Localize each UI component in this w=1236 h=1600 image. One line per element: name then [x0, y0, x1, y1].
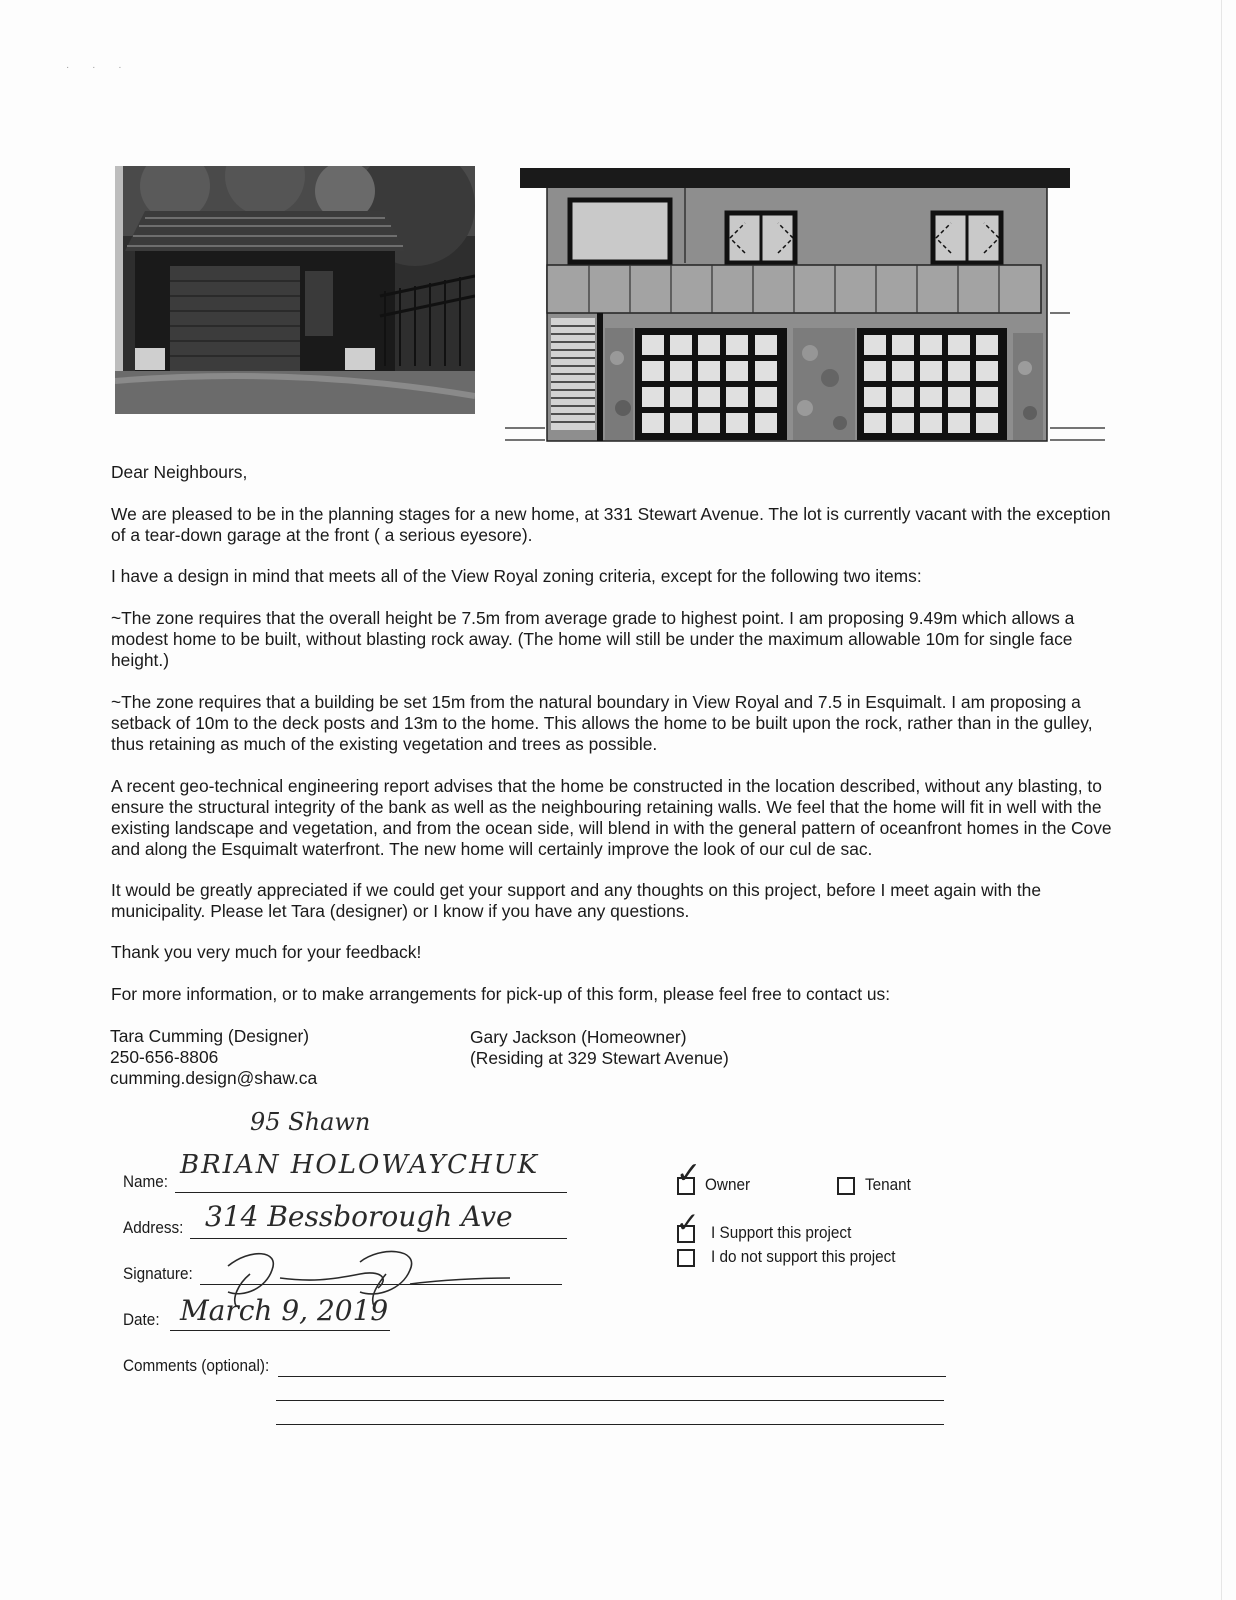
- not-support-label: I do not support this project: [711, 1247, 896, 1266]
- address-label: Address:: [123, 1218, 184, 1237]
- owner-checkmark-icon: ✓: [676, 1156, 702, 1191]
- comments-line-2[interactable]: [276, 1400, 944, 1401]
- date-field[interactable]: March 9, 2019: [180, 1294, 389, 1327]
- proposed-home-elevation: [505, 168, 1125, 458]
- comments-line-1[interactable]: [278, 1376, 946, 1377]
- paragraph-contact: For more information, or to make arrangements for pick-up of this form, please feel free to contact us:: [111, 984, 891, 1004]
- name-line: [175, 1192, 567, 1193]
- comments-line-3[interactable]: [276, 1424, 944, 1425]
- support-label: I Support this project: [711, 1223, 852, 1242]
- greeting: Dear Neighbours,: [111, 462, 248, 482]
- homeowner-name: Gary Jackson (Homeowner): [470, 1027, 687, 1047]
- name-note-handwritten: 95 Shawn: [250, 1108, 371, 1136]
- paragraph-support: It would be greatly appreciated if we could get your support and any thoughts on this project, before I meet again with the municipality. Please let Tara (designer) or I know if you have any questions.: [111, 880, 1042, 921]
- date-label: Date:: [123, 1310, 160, 1329]
- scan-specks: · · ·: [66, 62, 132, 73]
- paragraph-height: ~The zone requires that the overall height be 7.5m from average grade to highest point. I am proposing 9.49m which allows a modest home to be built, without blasting rock away. (The home will still be under the maximum allowable 10m for single face height.): [111, 608, 1075, 670]
- address-line: [190, 1238, 567, 1239]
- support-checkmark-icon: ✓: [676, 1206, 700, 1239]
- address-field[interactable]: 314 Bessborough Ave: [205, 1200, 513, 1233]
- date-line: [170, 1330, 390, 1331]
- tenant-label: Tenant: [865, 1175, 911, 1194]
- owner-label: Owner: [705, 1175, 751, 1194]
- paragraph-thanks: Thank you very much for your feedback!: [111, 942, 422, 962]
- comments-label: Comments (optional):: [123, 1356, 270, 1375]
- designer-name: Tara Cumming (Designer): [110, 1026, 310, 1046]
- signature-label: Signature:: [123, 1264, 193, 1283]
- scan-edge: [1221, 0, 1222, 1600]
- homeowner-contact: [470, 1027, 729, 1069]
- designer-contact: [110, 1026, 317, 1089]
- name-field[interactable]: BRIAN HOLOWAYCHUK: [180, 1150, 540, 1180]
- designer-email: cumming.design@shaw.ca: [110, 1068, 318, 1088]
- not-support-checkbox[interactable]: [677, 1249, 695, 1267]
- designer-phone: 250-656-8806: [110, 1047, 219, 1067]
- paragraph-geotech: A recent geo-technical engineering report advises that the home be constructed in the location described, without any blasting, to ensure the structural integrity of the bank as well as the neighbouring retaining walls. We feel that the home will fit in well with the existing landscape and vegetation, and from the ocean side, will blend in with the general pattern of oceanfront homes in the Cove and along the Esquimalt waterfront. The new home will certainly improve the look of our cul de sac.: [111, 776, 1112, 859]
- tenant-checkbox[interactable]: [837, 1177, 855, 1195]
- paragraph-criteria: I have a design in mind that meets all of the View Royal zoning criteria, except for the following two items:: [111, 566, 922, 586]
- paragraph-setback: ~The zone requires that a building be set 15m from the natural boundary in View Royal and 7.5 in Esquimalt. I am proposing a setback of 10m to the deck posts and 13m to the home. This allows the home to be built upon the rock, rather than in the gulley, thus retaining as much of the existing vegetation and trees as possible.: [111, 692, 1093, 754]
- existing-garage-photo: [115, 166, 475, 414]
- homeowner-residence: (Residing at 329 Stewart Avenue): [470, 1048, 729, 1068]
- paragraph-intro: We are pleased to be in the planning stages for a new home, at 331 Stewart Avenue. The lot is currently vacant with the exception of a tear-down garage at the front ( a serious eyesore).: [111, 504, 1111, 545]
- name-label: Name:: [123, 1172, 169, 1191]
